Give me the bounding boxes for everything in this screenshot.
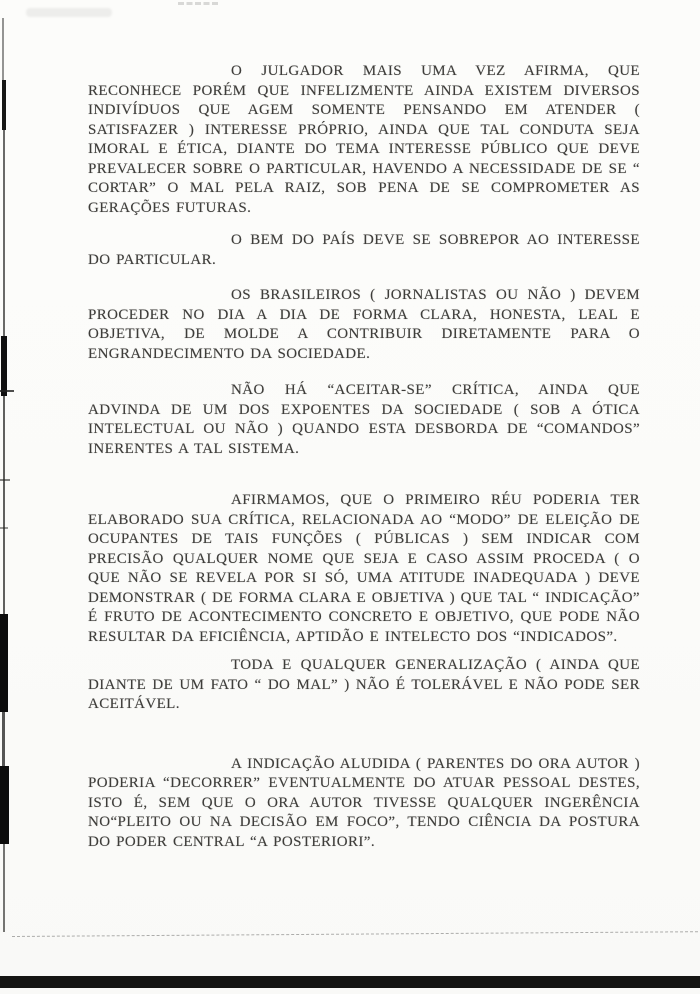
scan-edge-blot <box>1 336 7 396</box>
scan-edge-line-segment <box>2 18 4 82</box>
scan-edge-line-segment <box>2 712 5 768</box>
scan-edge-blot <box>2 80 6 130</box>
scan-smudge <box>26 8 112 17</box>
scan-black-bar <box>0 976 700 988</box>
paragraph-6: TODA E QUALQUER GENERALIZAÇÃO ( AINDA QUE DIANTE DE UM FATO “ DO MAL” ) NÃO É TOLERÁVEL E NÃO PODE SER ACEITÁVEL. <box>88 657 640 712</box>
scan-edge-line-segment <box>3 844 5 932</box>
scan-fold-dashed-line <box>12 931 698 937</box>
scan-edge-blot <box>0 614 8 712</box>
paragraph-7: A INDICAÇÃO ALUDIDA ( PARENTES DO ORA AUTOR ) PODERIA “DECORRER” EVENTUALMENTE DO ATUAR PESSOAL DESTES, ISTO É, SEM QUE O ORA AUTOR TIVESSE QUALQUER INGERÊNCIA NO“PLEITO OU NA DECISÃO EM FOCO”, TENDO CIÊNCIA DA POSTURA DO PODER CENTRAL “A POSTERIORI”. <box>88 755 640 850</box>
scan-edge-tick <box>0 390 14 392</box>
document-body <box>88 62 640 852</box>
paragraph-3: OS BRASILEIROS ( JORNALISTAS OU NÃO ) DEVEM PROCEDER NO DIA A DIA DE FORMA CLARA, HONESTA, LEAL E OBJETIVA, DE MOLDE A CONTRIBUIR DIRETAMENTE PARA O ENGRANDECIMENTO DA SOCIEDADE. <box>88 287 640 362</box>
paragraph-4: NÃO HÁ “ACEITAR-SE” CRÍTICA, AINDA QUE ADVINDA DE UM DOS EXPOENTES DA SOCIEDADE ( SOB A ÓTICA INTELECTUAL OU NÃO ) QUANDO ESTA DESBORDA DE “COMANDOS” INERENTES A TAL SISTEMA. <box>88 382 640 457</box>
paragraph-1: O JULGADOR MAIS UMA VEZ AFIRMA, QUE RECONHECE PORÉM QUE INFELIZMENTE AINDA EXISTEM DIVERSOS INDIVÍDUOS QUE AGEM SOMENTE PENSANDO EM ATENDER ( SATISFAZER ) INTERESSE PRÓPRIO, AINDA QUE TAL CONDUTA SEJA IMORAL E ÉTICA, DIANTE DO TEMA INTERESSE PÚBLICO QUE DEVE PREVALECER SOBRE O PARTICULAR, HAVENDO A NECESSIDADE DE SE “ CORTAR” O MAL PELA RAIZ, SOB PENA DE SE COMPROMETER AS GERAÇÕES FUTURAS. <box>88 63 640 216</box>
paragraph-5: AFIRMAMOS, QUE O PRIMEIRO RÉU PODERIA TER ELABORADO SUA CRÍTICA, RELACIONADA AO “MODO” DE ELEIÇÃO DE OCUPANTES DE TAIS FUNÇÕES ( PÚBLICAS ) SEM INDICAR COM PRECISÃO QUALQUER NOME QUE SEJA E CASO ASSIM PROCEDA ( O QUE NÃO SE REVELA POR SI SÓ, UMA ATITUDE INADEQUADA ) DEVE DEMONSTRAR ( DE FORMA CLARA E OBJETIVA ) QUE TAL “ INDICAÇÃO” É FRUTO DE ACONTECIMENTO CONCRETO E OBJETIVO, QUE PODE NÃO RESULTAR DA EFICIÊNCIA, APTIDÃO E INTELECTO DOS “INDICADOS”. <box>88 492 640 645</box>
scan-edge-tick <box>0 527 8 529</box>
scan-smudge <box>178 2 218 5</box>
scan-edge-blot <box>0 766 9 844</box>
scan-edge-tick <box>0 479 10 481</box>
paragraph-2: O BEM DO PAÍS DEVE SE SOBREPOR AO INTERESSE DO PARTICULAR. <box>88 232 640 268</box>
scan-edge-line-segment <box>3 396 5 616</box>
scan-edge-line-segment <box>3 130 5 338</box>
